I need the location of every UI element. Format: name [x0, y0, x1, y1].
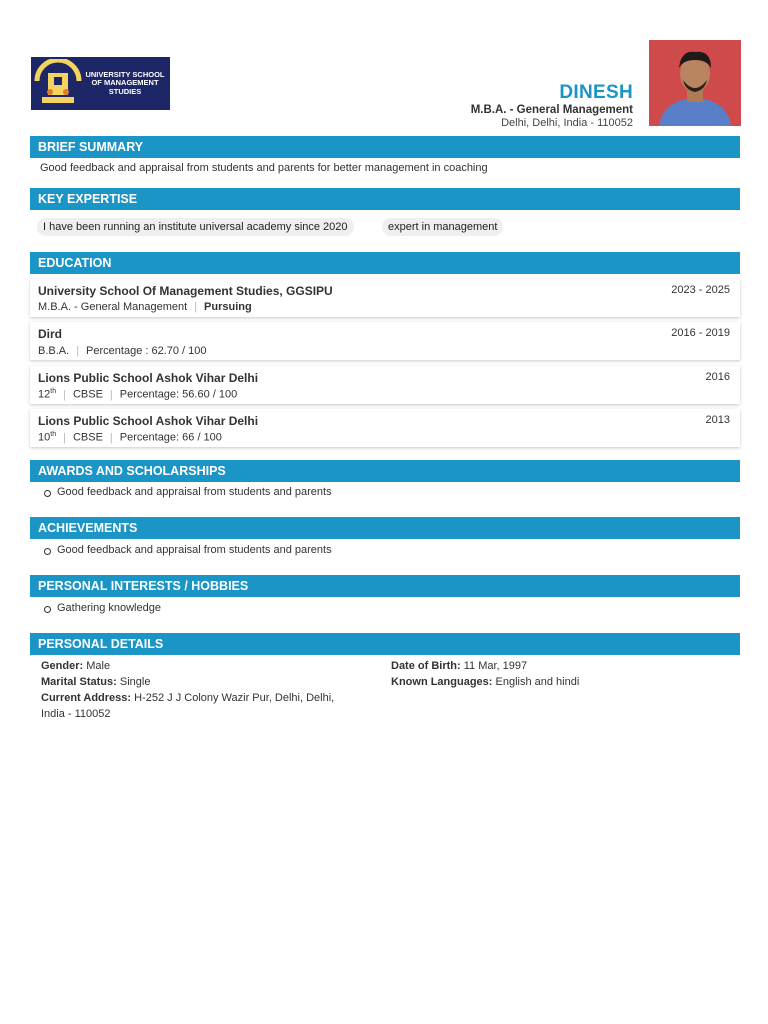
- gender-label: Gender:: [41, 660, 84, 672]
- expertise-chip: expert in management: [382, 218, 503, 236]
- university-seal-icon: [33, 59, 83, 109]
- marital-row: [41, 676, 150, 688]
- education-grade-suffix: th: [50, 388, 57, 395]
- university-logo: [31, 57, 170, 110]
- separator: |: [63, 431, 66, 444]
- candidate-name: DINESH: [559, 82, 633, 103]
- separator: |: [63, 388, 66, 401]
- summary-text: Good feedback and appraisal from students and parents for better management in coaching: [40, 162, 488, 174]
- marital-label: Marital Status:: [41, 676, 117, 688]
- bullet-icon: [44, 490, 51, 497]
- marital-value: Single: [119, 676, 151, 688]
- bullet-icon: [44, 548, 51, 555]
- education-percentage: Percentage: 66 / 100: [119, 431, 222, 444]
- education-grade: 12: [38, 388, 51, 401]
- interest-item: Gathering knowledge: [57, 602, 161, 614]
- education-years: 2016: [705, 371, 730, 383]
- education-entry: [30, 322, 740, 360]
- section-awards: AWARDS AND SCHOLARSHIPS: [30, 460, 740, 482]
- gender-row: [41, 660, 110, 672]
- section-interests: PERSONAL INTERESTS / HOBBIES: [30, 575, 740, 597]
- education-institution: Lions Public School Ashok Vihar Delhi: [38, 371, 259, 385]
- education-board: CBSE: [72, 431, 103, 444]
- education-years: 2016 - 2019: [671, 327, 730, 339]
- separator: |: [76, 345, 80, 357]
- address-row: [41, 692, 334, 704]
- education-percentage: Percentage: 56.60 / 100: [119, 388, 238, 401]
- education-details: [38, 345, 207, 357]
- section-education: EDUCATION: [30, 252, 740, 274]
- education-status: Pursuing: [204, 301, 252, 313]
- education-years: 2013: [705, 414, 730, 426]
- dob-label: Date of Birth:: [391, 660, 461, 672]
- education-board: CBSE: [72, 388, 103, 401]
- dob-row: [391, 660, 527, 672]
- candidate-degree: M.B.A. - General Management: [470, 104, 633, 116]
- expertise-chip: I have been running an institute universal academy since 2020: [37, 218, 354, 236]
- education-years: 2023 - 2025: [671, 284, 730, 296]
- separator: |: [194, 301, 198, 313]
- bullet-icon: [44, 606, 51, 613]
- candidate-header: [471, 84, 633, 130]
- education-details: [38, 388, 237, 401]
- education-course: B.B.A.: [38, 345, 70, 357]
- education-percentage: Percentage : 62.70 / 100: [86, 345, 207, 357]
- languages-value: English and hindi: [495, 676, 580, 688]
- education-grade-suffix: th: [50, 431, 57, 438]
- education-entry: [30, 409, 740, 447]
- logo-text: UNIVERSITY SCHOOL OF MANAGEMENT STUDIES: [85, 69, 165, 96]
- dob-value: 11 Mar, 1997: [463, 660, 528, 672]
- section-achievements: ACHIEVEMENTS: [30, 517, 740, 539]
- candidate-location: Delhi, Delhi, India - 110052: [501, 117, 633, 129]
- education-institution: University School Of Management Studies, GGSIPU: [38, 284, 333, 298]
- education-institution: Dird: [38, 327, 62, 341]
- separator: |: [109, 388, 113, 401]
- award-item: Good feedback and appraisal from students and parents: [57, 486, 332, 498]
- education-entry: [30, 366, 740, 404]
- section-key-expertise: KEY EXPERTISE: [30, 188, 740, 210]
- languages-row: [391, 676, 579, 688]
- education-details: [38, 301, 252, 313]
- education-course: M.B.A. - General Management: [38, 301, 188, 313]
- education-entry: [30, 279, 740, 317]
- address-value: H-252 J J Colony Wazir Pur, Delhi, Delhi,: [134, 692, 335, 704]
- address-line-2: India - 110052: [41, 708, 111, 720]
- education-institution: Lions Public School Ashok Vihar Delhi: [38, 414, 259, 428]
- education-details: [38, 431, 222, 444]
- gender-value: Male: [86, 660, 111, 672]
- separator: |: [109, 431, 113, 444]
- languages-label: Known Languages:: [391, 676, 493, 688]
- section-personal-details: PERSONAL DETAILS: [30, 633, 740, 655]
- profile-photo: [649, 40, 741, 126]
- education-grade: 10: [38, 431, 51, 444]
- address-label: Current Address:: [41, 692, 132, 704]
- section-brief-summary: BRIEF SUMMARY: [30, 136, 740, 158]
- achievement-item: Good feedback and appraisal from students and parents: [57, 544, 332, 556]
